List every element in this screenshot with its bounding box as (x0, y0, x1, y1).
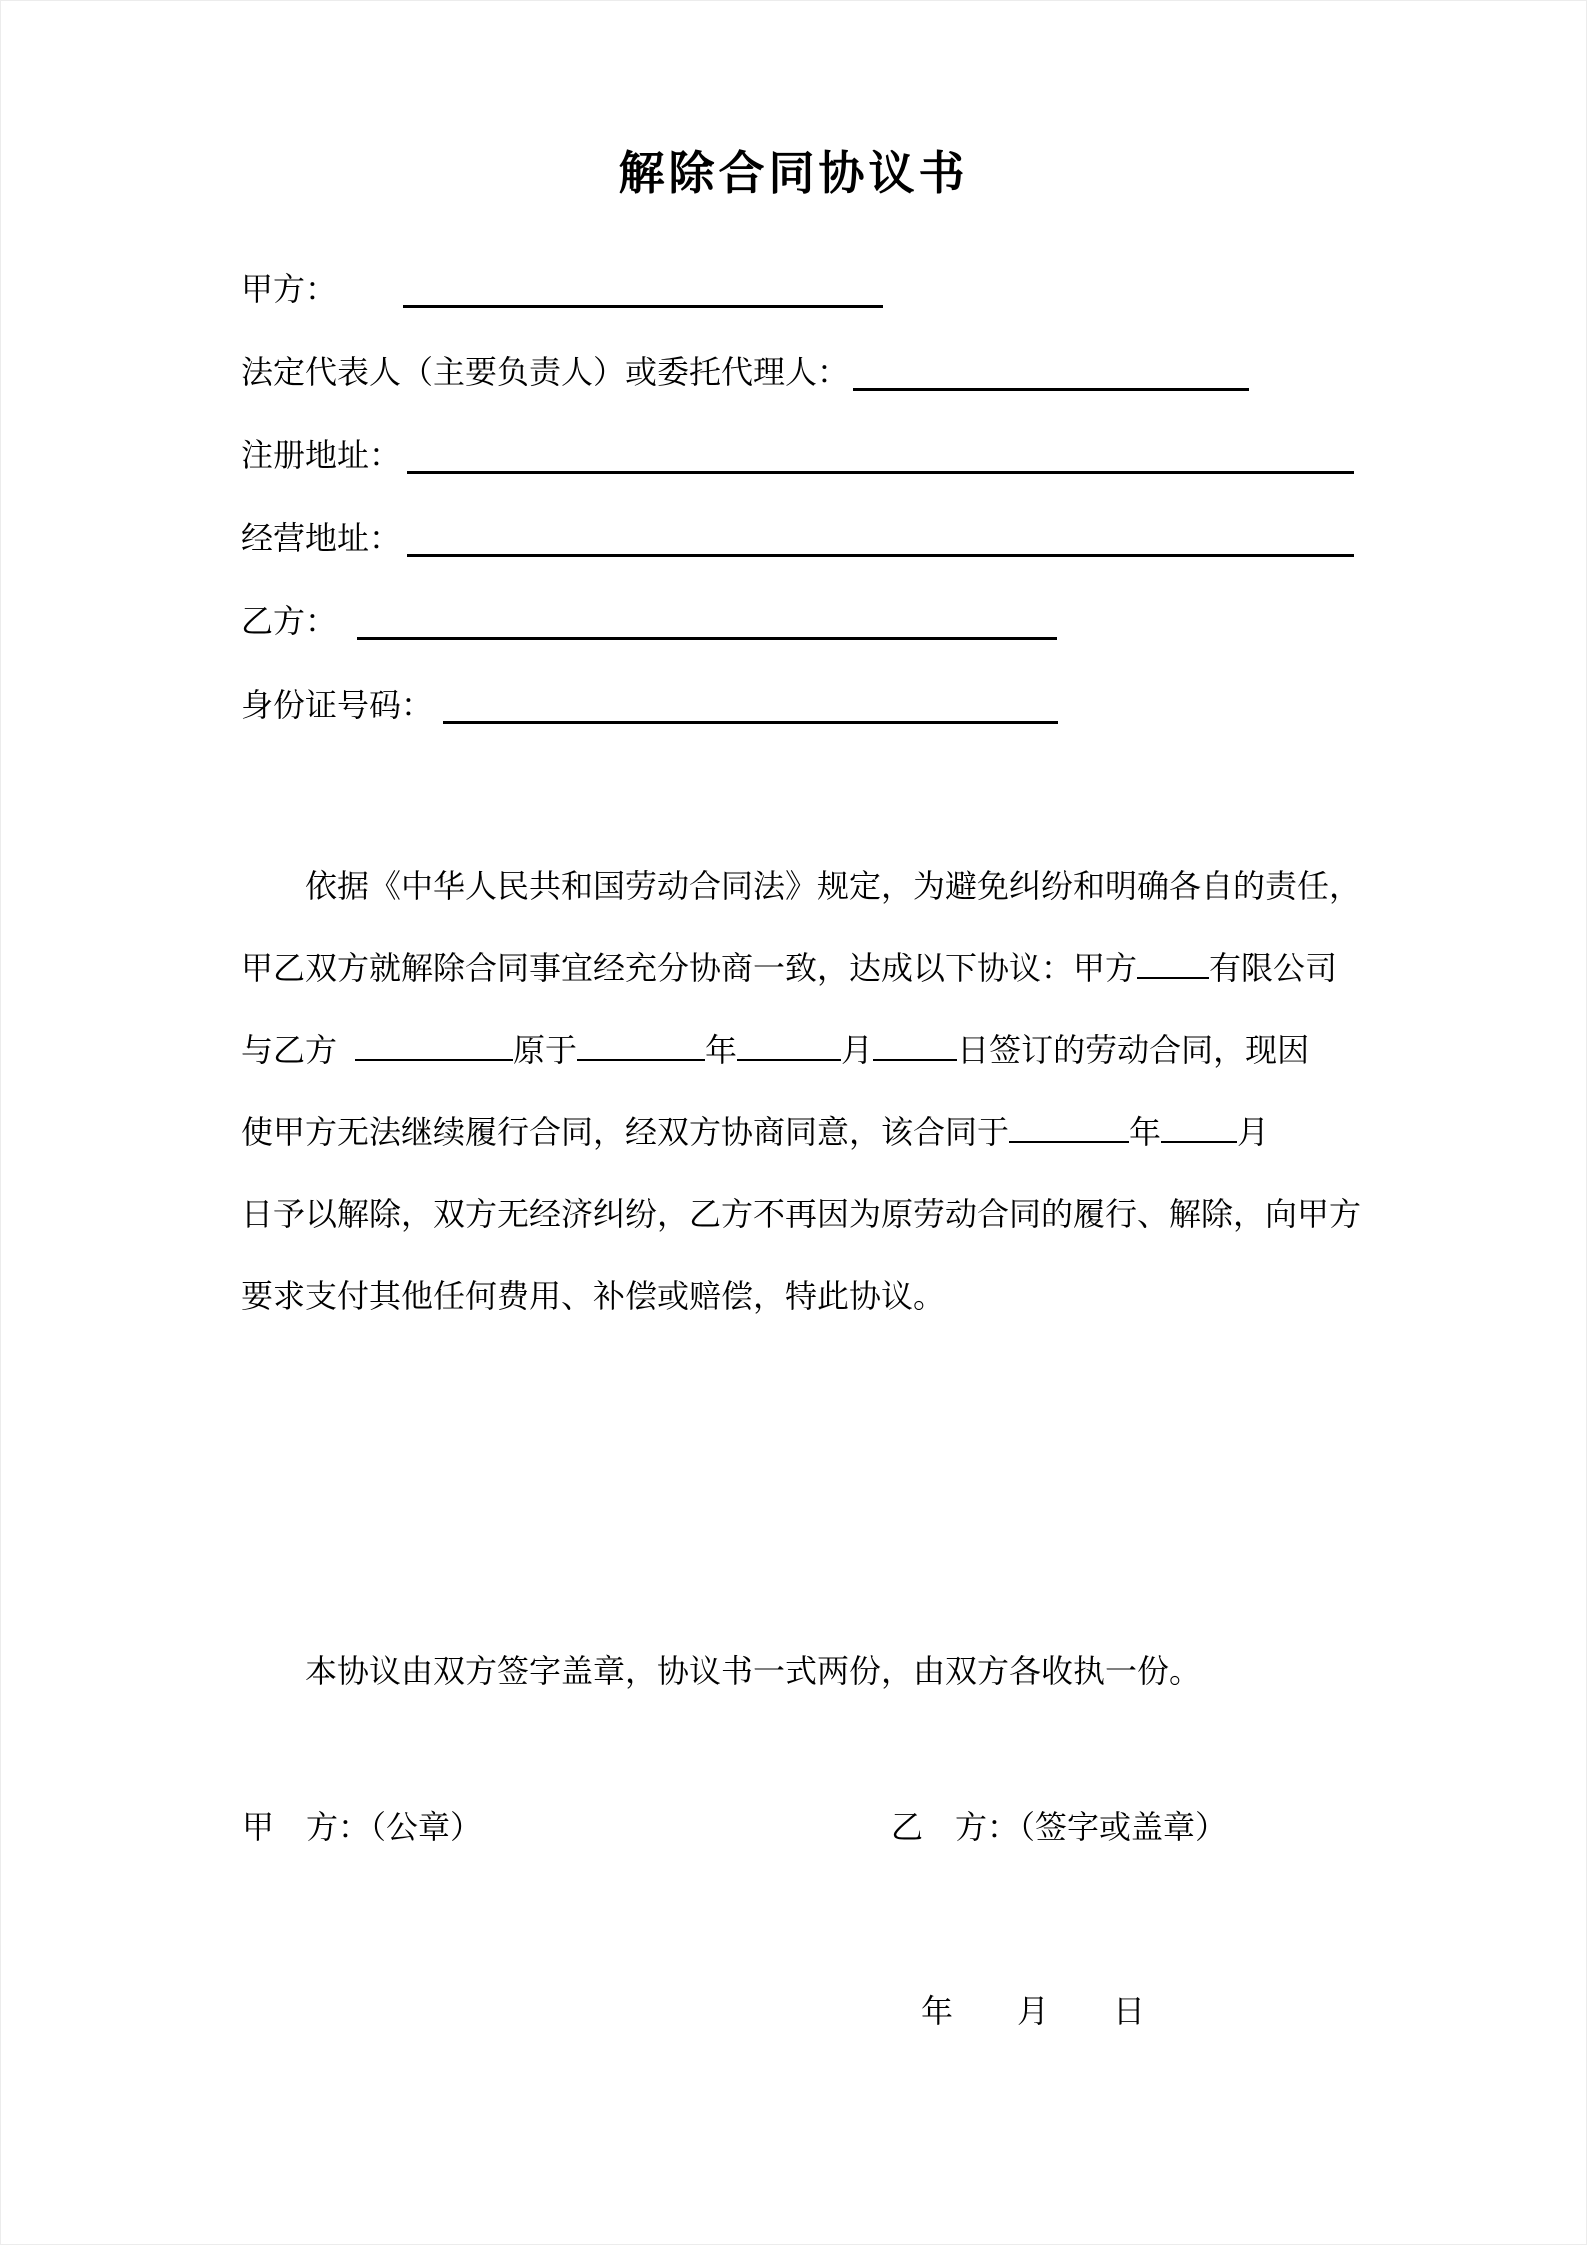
body-line-4-seg1: 使甲方无法继续履行合同，经双方协商同意，该合同于 (241, 1114, 1010, 1150)
id-number-blank-line[interactable] (443, 715, 1058, 724)
legal-rep-label: 法定代表人（主要负责人）或委托代理人： (241, 354, 850, 390)
party-a-blank-line[interactable] (403, 299, 883, 308)
party-a-name-inline-blank[interactable] (1137, 973, 1209, 979)
body-line-3-seg5: 日签订的劳动合同，现因 (957, 1032, 1310, 1068)
date-month-label: 月 (1017, 1993, 1050, 2029)
document-title: 解除合同协议书 (618, 148, 969, 199)
termination-month-inline-blank[interactable] (1161, 1137, 1237, 1143)
legal-rep-blank-line[interactable] (853, 382, 1249, 391)
registered-address-label: 注册地址： (241, 437, 402, 473)
body-line-2 (241, 927, 1356, 1009)
body-line-2-suffix: 有限公司 (1209, 950, 1338, 986)
party-b-name-inline-blank[interactable] (355, 1055, 513, 1061)
body-line-1 (241, 845, 1362, 927)
termination-year-inline-blank[interactable] (1009, 1137, 1129, 1143)
date-year-label: 年 (921, 1993, 954, 2029)
registered-address-row (241, 434, 1354, 474)
contract-day-inline-blank[interactable] (873, 1055, 957, 1061)
party-a-label: 甲方： (241, 271, 338, 307)
business-address-row (241, 517, 1354, 557)
date-line (921, 1991, 1145, 2031)
registered-address-blank-line[interactable] (407, 465, 1354, 474)
body-line-1-text: 依据《中华人民共和国劳动合同法》规定，为避免纠纷和明确各自的责任， (305, 868, 1362, 904)
body-line-3-seg2: 原于 (513, 1032, 578, 1068)
party-a-row (241, 268, 883, 308)
contract-month-inline-blank[interactable] (737, 1055, 841, 1061)
party-b-row (241, 600, 1057, 640)
body-line-3-seg1: 与乙方 (241, 1032, 338, 1068)
body-line-3-seg4: 月 (841, 1032, 874, 1068)
date-day-label: 日 (1113, 1993, 1146, 2029)
body-line-6 (241, 1255, 1356, 1337)
body-line-2-text: 甲乙双方就解除合同事宜经充分协商一致，达成以下协议：甲方 (241, 950, 1138, 986)
body-line-4 (241, 1091, 1356, 1173)
closing-line: 本协议由双方签字盖章，协议书一式两份，由双方各收执一份。 (305, 1653, 1202, 1689)
id-number-row (241, 684, 1058, 724)
business-address-blank-line[interactable] (407, 548, 1354, 557)
party-b-signature-label: 乙 方：（签字或盖章） (891, 1809, 1228, 1845)
body-line-3-seg3: 年 (705, 1032, 738, 1068)
contract-year-inline-blank[interactable] (577, 1055, 705, 1061)
party-b-label: 乙方： (241, 603, 338, 639)
body-line-5 (241, 1173, 1362, 1255)
party-b-blank-line[interactable] (357, 631, 1057, 640)
body-line-6-text: 要求支付其他任何费用、补偿或赔偿，特此协议。 (241, 1278, 946, 1314)
business-address-label: 经营地址： (241, 520, 402, 556)
body-line-4-seg2: 年 (1129, 1114, 1162, 1150)
id-number-label: 身份证号码： (241, 687, 434, 723)
party-a-signature-label: 甲 方：（公章） (242, 1809, 483, 1845)
legal-rep-row (241, 351, 1249, 391)
body-line-4-seg3: 月 (1237, 1114, 1270, 1150)
agreement-body (241, 845, 1362, 1337)
body-line-3 (241, 1009, 1356, 1091)
body-line-5-text: 日予以解除，双方无经济纠纷，乙方不再因为原劳动合同的履行、解除，向甲方 (241, 1196, 1362, 1232)
